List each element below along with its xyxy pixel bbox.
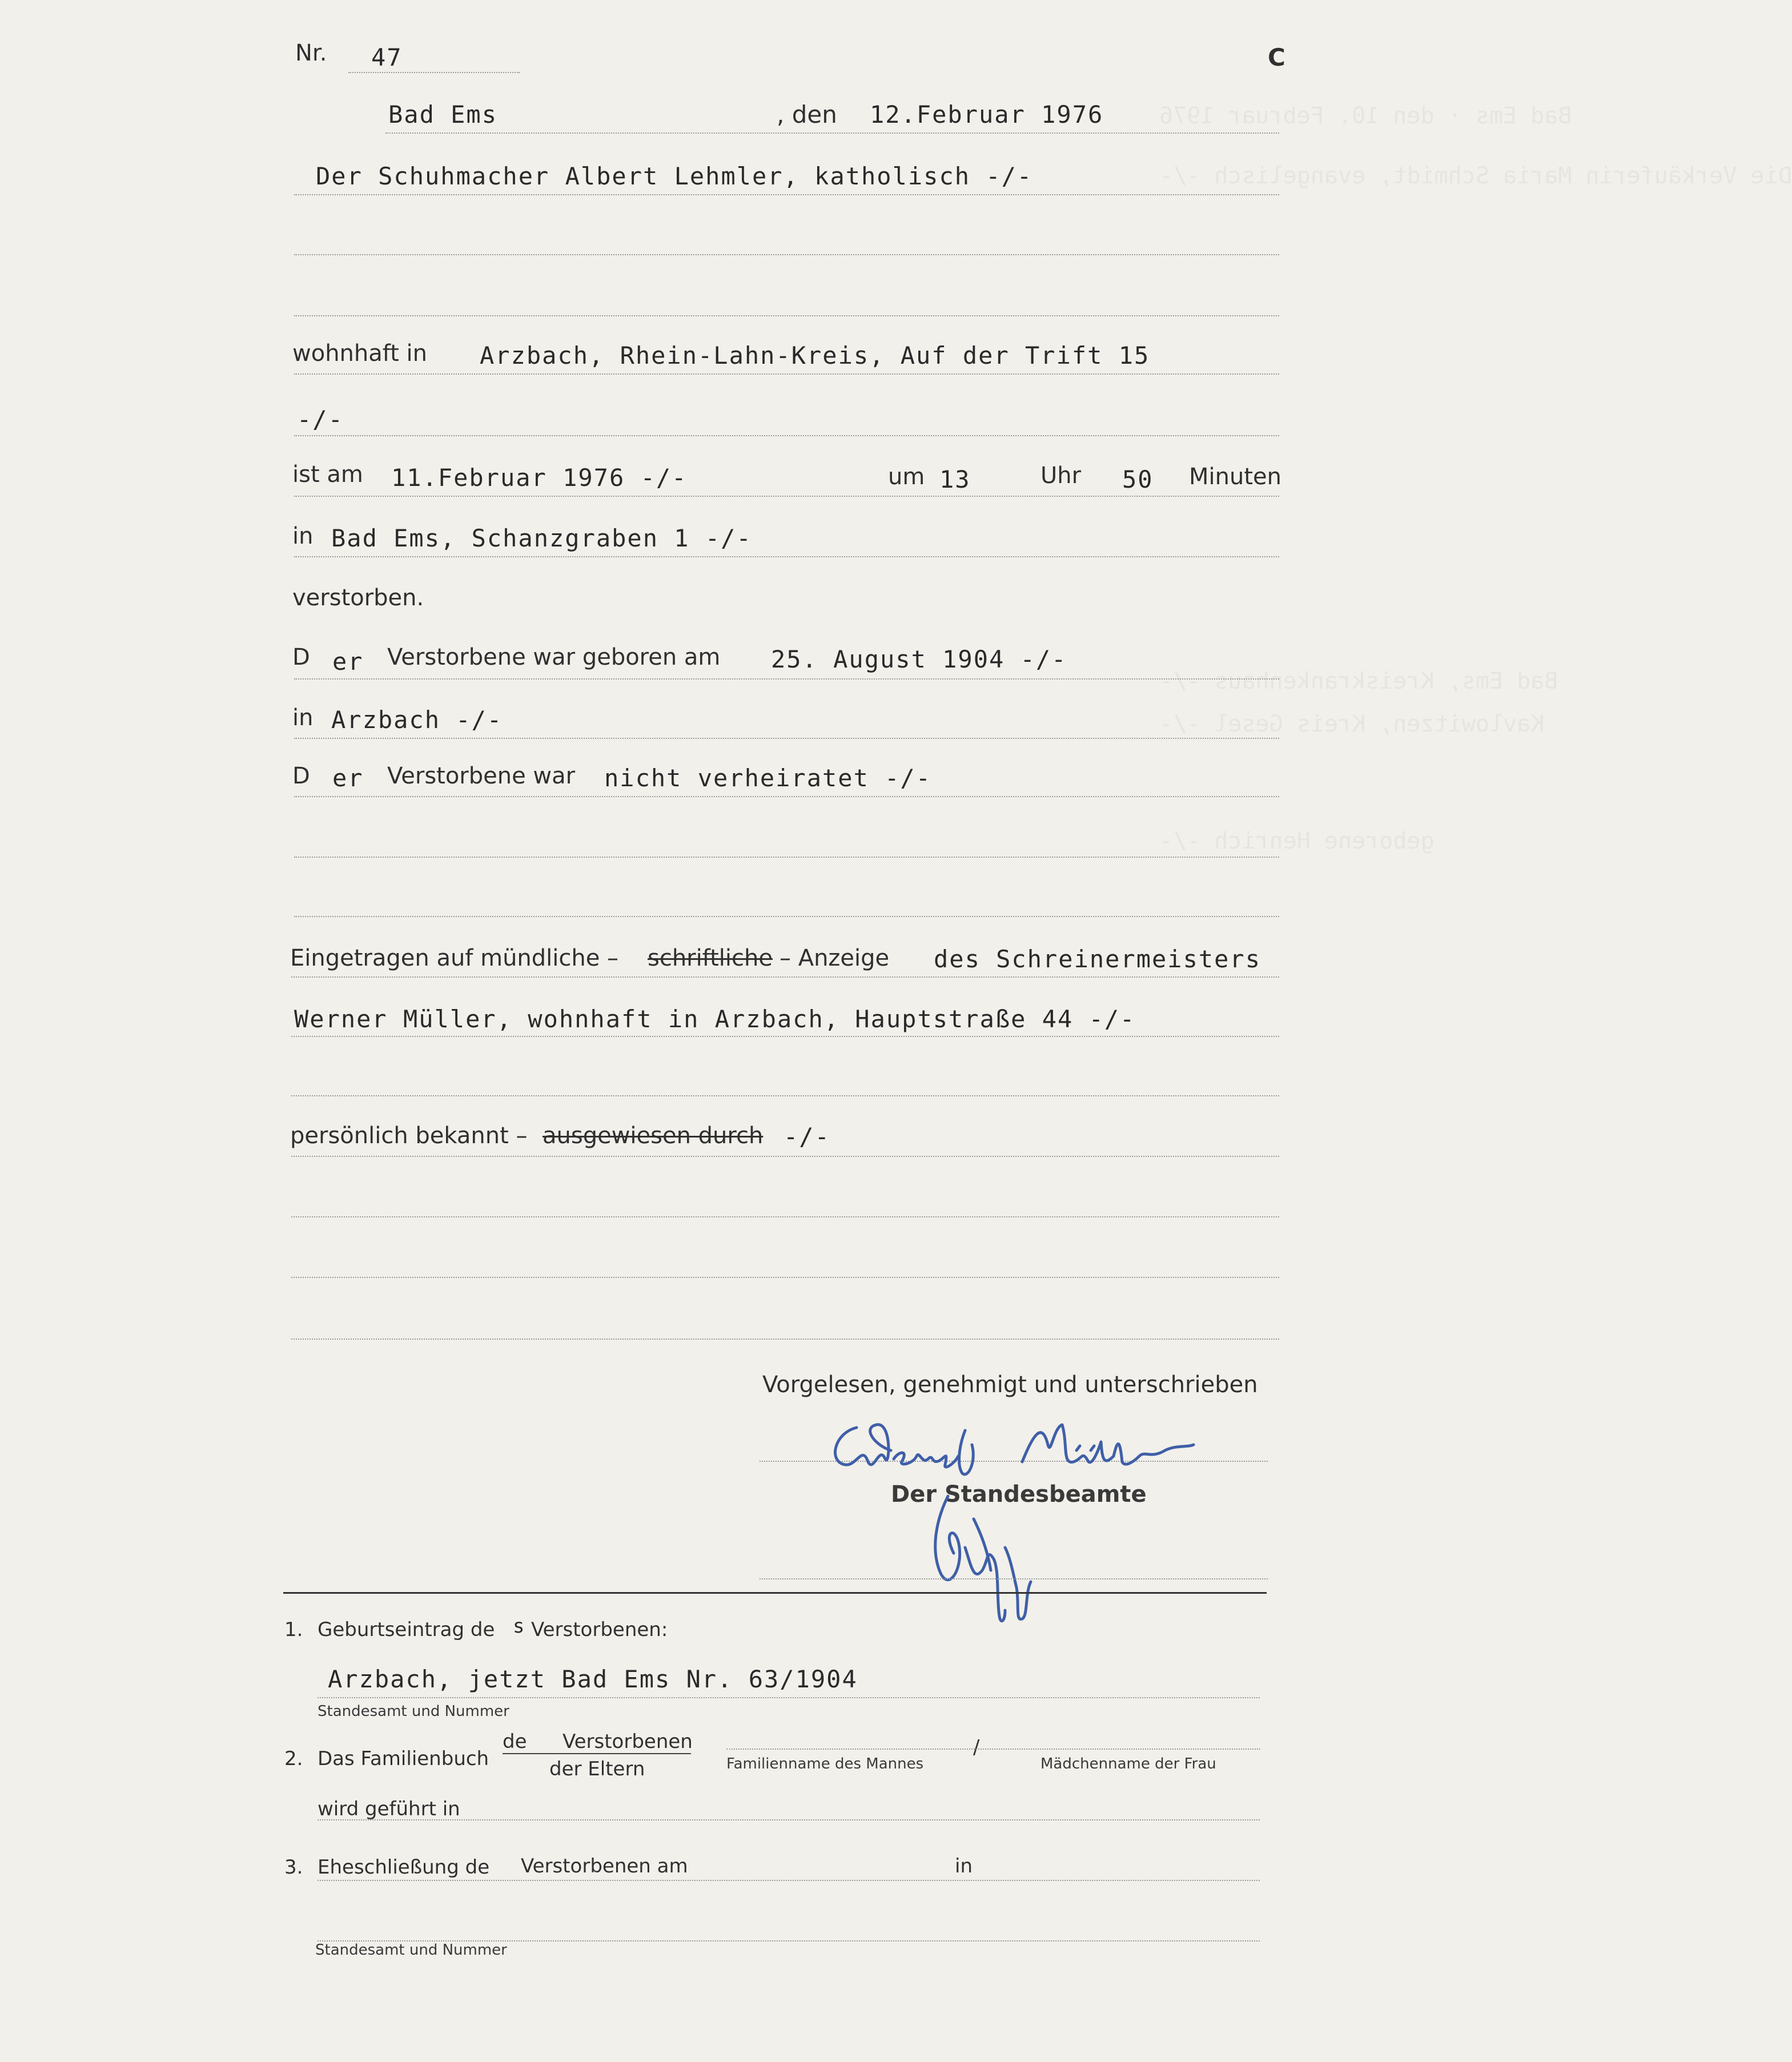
dotted-rule [291, 1156, 1279, 1157]
dotted-rule [294, 556, 1279, 557]
note-2-caption-mann: Familienname des Mannes [726, 1755, 924, 1772]
note-1-label: Geburtseintrag de [318, 1618, 495, 1641]
person-line: Der Schuhmacher Albert Lehmler, katholisch -/- [316, 162, 1033, 190]
birth-place: Arzbach -/- [331, 706, 503, 734]
dotted-rule [318, 1697, 1260, 1698]
dotted-rule [291, 1277, 1279, 1278]
note-2-fraction-bottom: der Eltern [549, 1758, 645, 1780]
schriftliche-struck: schriftliche [648, 945, 773, 971]
uhr-label: Uhr [1040, 463, 1082, 489]
dotted-rule [294, 254, 1279, 255]
birth-d-suffix: er [332, 648, 364, 676]
dotted-rule [291, 1036, 1279, 1037]
dotted-rule [294, 435, 1279, 436]
bleed-through-text: Kavlowitzen, Kreis Gesel -/- [1159, 711, 1545, 737]
death-minute: 50 [1122, 465, 1154, 493]
wohnhaft-continuation: -/- [297, 405, 344, 433]
dotted-rule [760, 1578, 1268, 1579]
eingetragen-label: Eingetragen auf mündliche – [290, 945, 619, 971]
um-label: um [888, 464, 925, 490]
den-label: , den [777, 101, 837, 128]
death-date: 11.Februar 1976 -/- [391, 464, 688, 492]
record-number: 47 [371, 43, 403, 71]
birth-in-label: in [292, 705, 314, 731]
corner-letter: C [1268, 43, 1285, 71]
anzeige-label: – Anzeige [780, 945, 890, 971]
bleed-through-text: Bad Ems, Kreiskrankenhaus -/- [1159, 668, 1558, 694]
dotted-rule [726, 1749, 1260, 1750]
dotted-rule [294, 373, 1279, 375]
note-1-suffix: s [513, 1615, 526, 1638]
registrar-signature [919, 1485, 1045, 1627]
note-3-in: in [955, 1855, 973, 1878]
note-3-caption: Standesamt und Nummer [315, 1942, 507, 1959]
note-1-caption: Standesamt und Nummer [318, 1703, 509, 1720]
marital-value: nicht verheiratet -/- [604, 764, 932, 792]
dotted-rule [294, 857, 1279, 858]
wohnhaft-label: wohnhaft in [292, 340, 427, 367]
vorgelesen-label: Vorgelesen, genehmigt und unterschrieben [762, 1372, 1258, 1398]
dotted-rule [318, 1880, 1260, 1881]
marital-label: Verstorbene war [387, 763, 576, 789]
bleed-through-text: geborene Henrich -/- [1159, 828, 1435, 854]
dotted-rule [291, 1095, 1279, 1096]
note-2-fraction-top-prefix: de [503, 1730, 527, 1753]
dotted-rule [294, 796, 1279, 797]
note-2-fraction-top: Verstorbenen [562, 1730, 693, 1753]
note-2-number: 2. [284, 1747, 303, 1770]
dotted-rule [294, 678, 1279, 680]
date-value: 12.Februar 1976 [870, 101, 1104, 128]
ausgewiesen-struck: ausgewiesen durch [543, 1123, 764, 1149]
note-1-label-2: Verstorbenen: [531, 1618, 668, 1641]
dotted-rule [294, 738, 1279, 739]
dotted-rule [291, 1216, 1279, 1217]
note-2-gefuehrt: wird geführt in [318, 1798, 460, 1820]
verstorben-label: verstorben. [292, 585, 424, 611]
dotted-rule [294, 194, 1279, 195]
bleed-through-text: Bad Ems · den 10. Februar 1976 [1159, 103, 1572, 129]
dotted-rule [294, 916, 1279, 917]
geboren-label: Verstorbene war geboren am [387, 644, 721, 670]
anzeige-value: des Schreinermeisters [934, 945, 1261, 973]
dotted-rule [348, 72, 520, 73]
wohnhaft-value: Arzbach, Rhein-Lahn-Kreis, Auf der Trift 15 [480, 341, 1150, 369]
note-2-label: Das Familienbuch [318, 1747, 489, 1770]
informant-signature [822, 1410, 1199, 1485]
bekannt-value: -/- [784, 1123, 830, 1151]
dotted-rule [294, 496, 1279, 497]
note-2-caption-frau: Mädchenname der Frau [1040, 1755, 1216, 1772]
section-separator [283, 1592, 1267, 1594]
ist-am-label: ist am [292, 461, 363, 488]
marital-d-suffix: er [332, 764, 364, 792]
death-hour: 13 [939, 465, 971, 493]
death-place: Bad Ems, Schanzgraben 1 -/- [331, 524, 752, 552]
dotted-rule [385, 132, 1279, 134]
note-3-number: 3. [284, 1856, 303, 1879]
dotted-rule [318, 1819, 1260, 1820]
minuten-label: Minuten [1189, 464, 1281, 490]
note-1-value: Arzbach, jetzt Bad Ems Nr. 63/1904 [328, 1665, 858, 1693]
informant-line: Werner Müller, wohnhaft in Arzbach, Hauptstraße 44 -/- [294, 1005, 1136, 1033]
nr-label: Nr. [295, 40, 327, 66]
dotted-rule [294, 315, 1279, 316]
birth-date: 25. August 1904 -/- [771, 645, 1067, 673]
note-3-label: Eheschließung de [318, 1856, 490, 1879]
dotted-rule [291, 1339, 1279, 1340]
note-1-number: 1. [284, 1618, 303, 1641]
standesbeamte-label: Der Standesbeamte [891, 1481, 1147, 1508]
dotted-rule [291, 976, 1279, 978]
place-value: Bad Ems [388, 101, 498, 128]
note-2-slash: / [973, 1736, 980, 1759]
fraction-line [503, 1753, 691, 1754]
marital-d-label: D [292, 763, 310, 789]
bekannt-label: persönlich bekannt – [290, 1123, 528, 1149]
death-in-label: in [292, 523, 314, 549]
bleed-through-text: Die Verkäuferin Maria Schmidt, evangelisch -/- [1159, 163, 1792, 189]
note-3-label-2: Verstorbenen am [521, 1855, 688, 1878]
birth-d-label: D [292, 644, 310, 670]
